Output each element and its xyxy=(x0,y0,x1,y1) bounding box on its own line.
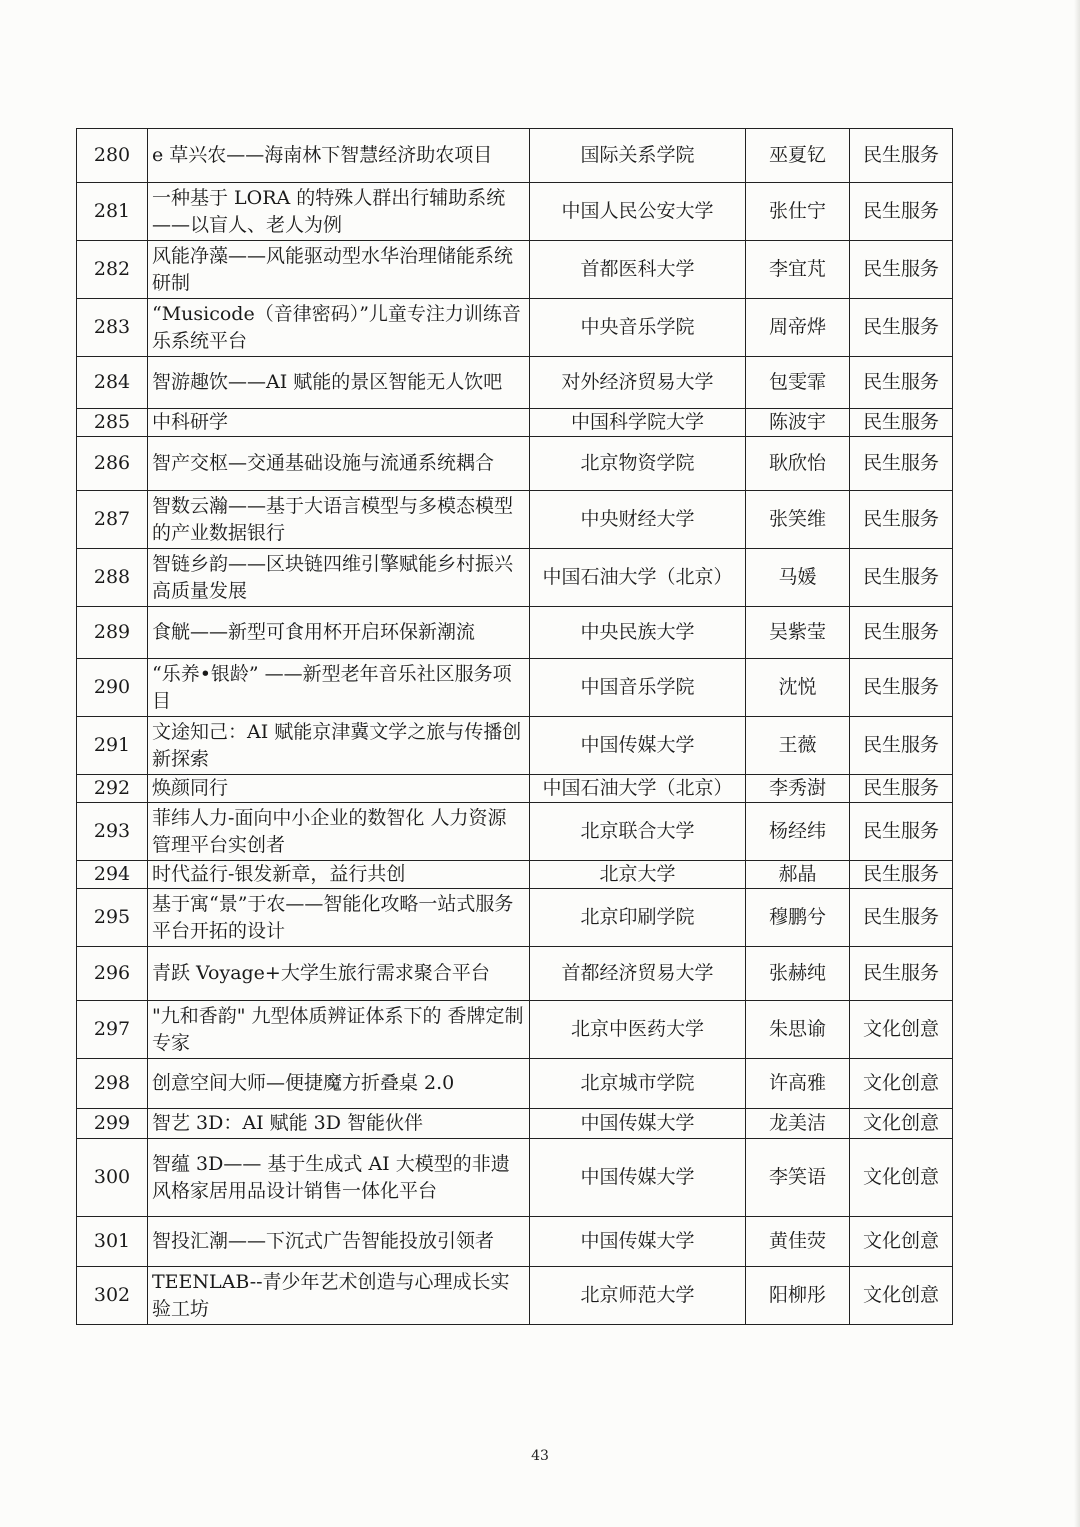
table-row xyxy=(77,1001,953,1059)
category: 文化创意 xyxy=(850,1109,953,1139)
project-name: 一种基于 LORA 的特殊人群出行辅助系统——以盲人、老人为例 xyxy=(148,183,530,241)
row-number: 300 xyxy=(77,1139,148,1217)
category: 民生服务 xyxy=(850,861,953,889)
category: 民生服务 xyxy=(850,775,953,803)
row-number: 294 xyxy=(77,861,148,889)
leader-name: 陈波宇 xyxy=(746,409,850,437)
row-number: 298 xyxy=(77,1059,148,1109)
table-row xyxy=(77,717,953,775)
project-name: 基于寓“景”于农——智能化攻略一站式服务平台开拓的设计 xyxy=(148,889,530,947)
leader-name: 李笑语 xyxy=(746,1139,850,1217)
school-name: 北京印刷学院 xyxy=(530,889,746,947)
leader-name: 周帝烨 xyxy=(746,299,850,357)
project-name: 智蕴 3D—— 基于生成式 AI 大模型的非遗风格家居用品设计销售一体化平台 xyxy=(148,1139,530,1217)
school-name: 北京大学 xyxy=(530,861,746,889)
row-number: 289 xyxy=(77,607,148,659)
row-number: 301 xyxy=(77,1217,148,1267)
leader-name: 李宜芃 xyxy=(746,241,850,299)
project-name: 风能净藻——风能驱动型水华治理储能系统研制 xyxy=(148,241,530,299)
project-name: 智艺 3D：AI 赋能 3D 智能伙伴 xyxy=(148,1109,530,1139)
leader-name: 张赫纯 xyxy=(746,947,850,1001)
school-name: 中国科学院大学 xyxy=(530,409,746,437)
page-number: 43 xyxy=(531,1448,549,1464)
school-name: 中央财经大学 xyxy=(530,491,746,549)
category: 民生服务 xyxy=(850,183,953,241)
leader-name: 张仕宁 xyxy=(746,183,850,241)
project-name: 菲纬人力-面向中小企业的数智化 人力资源管理平台实创者 xyxy=(148,803,530,861)
table-row xyxy=(77,607,953,659)
school-name: 对外经济贸易大学 xyxy=(530,357,746,409)
school-name: 中国人民公安大学 xyxy=(530,183,746,241)
category: 民生服务 xyxy=(850,549,953,607)
category: 文化创意 xyxy=(850,1267,953,1325)
table-row xyxy=(77,409,953,437)
table-row xyxy=(77,549,953,607)
project-name: 创意空间大师—便捷魔方折叠桌 2.0 xyxy=(148,1059,530,1109)
project-name: 智产交枢—交通基础设施与流通系统耦合 xyxy=(148,437,530,491)
table-row xyxy=(77,1059,953,1109)
category: 文化创意 xyxy=(850,1059,953,1109)
table-row xyxy=(77,241,953,299)
leader-name: 阳柳彤 xyxy=(746,1267,850,1325)
project-name: 智链乡韵——区块链四维引擎赋能乡村振兴高质量发展 xyxy=(148,549,530,607)
category: 民生服务 xyxy=(850,299,953,357)
project-name: 智数云瀚——基于大语言模型与多模态模型的产业数据银行 xyxy=(148,491,530,549)
school-name: 中国传媒大学 xyxy=(530,1139,746,1217)
row-number: 297 xyxy=(77,1001,148,1059)
school-name: 国际关系学院 xyxy=(530,129,746,183)
table-row xyxy=(77,1109,953,1139)
table-row xyxy=(77,775,953,803)
school-name: 首都医科大学 xyxy=(530,241,746,299)
school-name: 北京联合大学 xyxy=(530,803,746,861)
table-row xyxy=(77,183,953,241)
table-row xyxy=(77,1139,953,1217)
row-number: 285 xyxy=(77,409,148,437)
project-name: e 草兴农——海南林下智慧经济助农项目 xyxy=(148,129,530,183)
project-name: “乐养•银龄” ——新型老年音乐社区服务项目 xyxy=(148,659,530,717)
row-number: 282 xyxy=(77,241,148,299)
leader-name: 李秀澍 xyxy=(746,775,850,803)
row-number: 293 xyxy=(77,803,148,861)
table-row xyxy=(77,861,953,889)
leader-name: 朱思谕 xyxy=(746,1001,850,1059)
row-number: 296 xyxy=(77,947,148,1001)
leader-name: 巫夏钇 xyxy=(746,129,850,183)
category: 民生服务 xyxy=(850,357,953,409)
category: 文化创意 xyxy=(850,1001,953,1059)
leader-name: 马媛 xyxy=(746,549,850,607)
school-name: 中央民族大学 xyxy=(530,607,746,659)
table-row xyxy=(77,1267,953,1325)
table-row xyxy=(77,491,953,549)
row-number: 280 xyxy=(77,129,148,183)
school-name: 北京中医药大学 xyxy=(530,1001,746,1059)
row-number: 287 xyxy=(77,491,148,549)
school-name: 中国石油大学（北京） xyxy=(530,549,746,607)
table-row xyxy=(77,947,953,1001)
category: 文化创意 xyxy=(850,1139,953,1217)
leader-name: 耿欣怡 xyxy=(746,437,850,491)
leader-name: 吴紫莹 xyxy=(746,607,850,659)
project-name: 焕颜同行 xyxy=(148,775,530,803)
row-number: 291 xyxy=(77,717,148,775)
category: 民生服务 xyxy=(850,129,953,183)
project-name: 中科研学 xyxy=(148,409,530,437)
school-name: 北京师范大学 xyxy=(530,1267,746,1325)
leader-name: 黄佳荧 xyxy=(746,1217,850,1267)
school-name: 中国传媒大学 xyxy=(530,1217,746,1267)
row-number: 302 xyxy=(77,1267,148,1325)
project-name: 智游趣饮——AI 赋能的景区智能无人饮吧 xyxy=(148,357,530,409)
project-name: 智投汇潮——下沉式广告智能投放引领者 xyxy=(148,1217,530,1267)
table-row xyxy=(77,1217,953,1267)
category: 民生服务 xyxy=(850,437,953,491)
leader-name: 龙美洁 xyxy=(746,1109,850,1139)
project-table xyxy=(76,128,953,1325)
category: 民生服务 xyxy=(850,889,953,947)
row-number: 283 xyxy=(77,299,148,357)
category: 文化创意 xyxy=(850,1217,953,1267)
school-name: 中国石油大学（北京） xyxy=(530,775,746,803)
school-name: 中国音乐学院 xyxy=(530,659,746,717)
row-number: 286 xyxy=(77,437,148,491)
leader-name: 郝晶 xyxy=(746,861,850,889)
table-row xyxy=(77,299,953,357)
leader-name: 杨经纬 xyxy=(746,803,850,861)
school-name: 中国传媒大学 xyxy=(530,717,746,775)
project-name: "九和香韵" 九型体质辨证体系下的 香牌定制专家 xyxy=(148,1001,530,1059)
school-name: 北京物资学院 xyxy=(530,437,746,491)
category: 民生服务 xyxy=(850,409,953,437)
category: 民生服务 xyxy=(850,659,953,717)
table-row xyxy=(77,437,953,491)
category: 民生服务 xyxy=(850,717,953,775)
project-name: 时代益行-银发新章，益行共创 xyxy=(148,861,530,889)
category: 民生服务 xyxy=(850,803,953,861)
category: 民生服务 xyxy=(850,491,953,549)
leader-name: 包雯霏 xyxy=(746,357,850,409)
leader-name: 沈悦 xyxy=(746,659,850,717)
leader-name: 许高雅 xyxy=(746,1059,850,1109)
project-table-body xyxy=(77,129,953,1325)
school-name: 首都经济贸易大学 xyxy=(530,947,746,1001)
row-number: 295 xyxy=(77,889,148,947)
category: 民生服务 xyxy=(850,607,953,659)
leader-name: 王薇 xyxy=(746,717,850,775)
school-name: 中国传媒大学 xyxy=(530,1109,746,1139)
table-row xyxy=(77,803,953,861)
project-name: “Musicode（音律密码）”儿童专注力训练音乐系统平台 xyxy=(148,299,530,357)
project-name: TEENLAB--青少年艺术创造与心理成长实验工坊 xyxy=(148,1267,530,1325)
project-name: 青跃 Voyage+大学生旅行需求聚合平台 xyxy=(148,947,530,1001)
table-row xyxy=(77,129,953,183)
project-name: 文途知己：AI 赋能京津冀文学之旅与传播创新探索 xyxy=(148,717,530,775)
leader-name: 穆鹏兮 xyxy=(746,889,850,947)
row-number: 299 xyxy=(77,1109,148,1139)
page-edge-shadow xyxy=(1074,0,1080,1527)
row-number: 290 xyxy=(77,659,148,717)
row-number: 281 xyxy=(77,183,148,241)
table-row xyxy=(77,659,953,717)
category: 民生服务 xyxy=(850,947,953,1001)
school-name: 北京城市学院 xyxy=(530,1059,746,1109)
category: 民生服务 xyxy=(850,241,953,299)
row-number: 284 xyxy=(77,357,148,409)
project-name: 食觥——新型可食用杯开启环保新潮流 xyxy=(148,607,530,659)
table-row xyxy=(77,357,953,409)
row-number: 288 xyxy=(77,549,148,607)
school-name: 中央音乐学院 xyxy=(530,299,746,357)
leader-name: 张笑维 xyxy=(746,491,850,549)
table-row xyxy=(77,889,953,947)
row-number: 292 xyxy=(77,775,148,803)
